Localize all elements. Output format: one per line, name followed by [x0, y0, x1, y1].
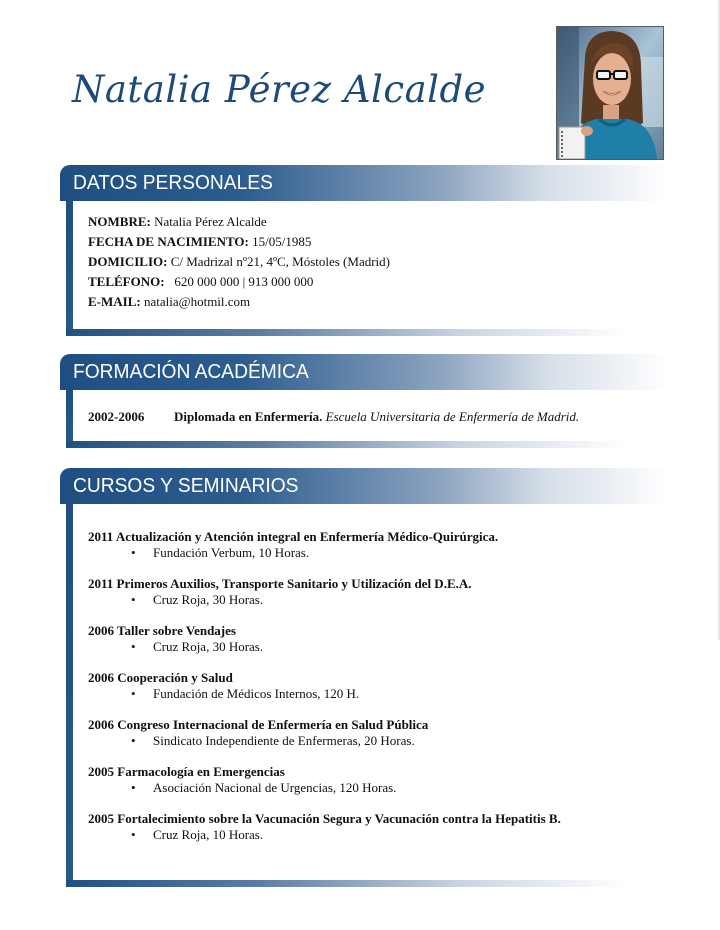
course-detail — [88, 686, 561, 702]
field-value: Natalia Pérez Alcalde — [154, 214, 267, 229]
course-detail-text: Cruz Roja, 30 Horas. — [153, 592, 264, 607]
field-phone — [88, 272, 390, 292]
field-value: natalia@hotmil.com — [143, 294, 251, 309]
course-title: 2005 Fortalecimiento sobre la Vacunación Segura y Vacunación contra la Hepatitis B. — [88, 811, 561, 826]
education-section-header — [60, 354, 670, 390]
course-title: 2006 Cooperación y Salud — [88, 670, 233, 685]
course-detail-text: Fundación de Médicos Internos, 120 H. — [153, 686, 360, 701]
course-detail-text: Asociación Nacional de Urgencias, 120 Horas. — [153, 780, 397, 795]
course-detail — [88, 733, 561, 749]
education-degree: Diplomada en Enfermería. — [174, 409, 323, 424]
field-value: C/ Madrizal nº21, 4ºC, Móstoles (Madrid) — [170, 254, 390, 269]
courses-section-header — [60, 468, 670, 504]
section-bottom-bar — [66, 441, 626, 448]
field-label: FECHA DE NACIMIENTO: — [88, 234, 249, 249]
courses-list — [88, 529, 561, 858]
education-section-title: FORMACIÓN ACADÉMICA — [73, 361, 309, 383]
field-label: TELÉFONO: — [88, 274, 165, 289]
personal-section-header — [60, 165, 670, 201]
course-item — [88, 576, 561, 608]
field-label: DOMICILIO: — [88, 254, 168, 269]
field-label: NOMBRE: — [88, 214, 151, 229]
course-title: 2011 Actualización y Atención integral en Enfermería Médico-Quirúrgica. — [88, 529, 499, 544]
profile-photo-illustration — [557, 27, 663, 159]
course-item — [88, 717, 561, 749]
bullet-icon: • — [131, 639, 136, 654]
education-years: 2002-2006 — [88, 409, 145, 424]
field-label: E-MAIL: — [88, 294, 141, 309]
course-title: 2006 Taller sobre Vendajes — [88, 623, 236, 638]
course-item — [88, 529, 561, 561]
bullet-icon: • — [131, 780, 136, 795]
section-left-bar — [66, 384, 73, 447]
bullet-icon: • — [131, 592, 136, 607]
bullet-icon: • — [131, 686, 136, 701]
section-bottom-bar — [66, 880, 626, 887]
course-item — [88, 670, 561, 702]
section-left-bar — [66, 498, 73, 887]
bullet-icon: • — [131, 827, 136, 842]
field-birthdate — [88, 232, 390, 252]
field-address — [88, 252, 390, 272]
course-detail — [88, 639, 561, 655]
course-detail — [88, 545, 561, 561]
bullet-icon: • — [131, 733, 136, 748]
course-detail — [88, 780, 561, 796]
course-item — [88, 623, 561, 655]
education-school: Escuela Universitaria de Enfermería de Madrid. — [325, 409, 580, 424]
course-item — [88, 764, 561, 796]
course-detail-text: Sindicato Independiente de Enfermeras, 20 Horas. — [153, 733, 415, 748]
candidate-name: Natalia Pérez Alcalde — [72, 68, 487, 111]
profile-photo — [556, 26, 664, 160]
personal-section-title: DATOS PERSONALES — [73, 172, 273, 194]
courses-section-title: CURSOS Y SEMINARIOS — [73, 475, 299, 497]
field-value: 620 000 000 | 913 000 000 — [174, 274, 314, 289]
course-detail — [88, 592, 561, 608]
field-name — [88, 212, 390, 232]
course-title: 2005 Farmacología en Emergencias — [88, 764, 285, 779]
course-item — [88, 811, 561, 843]
course-detail — [88, 827, 561, 843]
field-email — [88, 292, 390, 312]
personal-fields — [88, 212, 390, 312]
course-detail-text: Cruz Roja, 10 Horas. — [153, 827, 264, 842]
section-bottom-bar — [66, 329, 626, 336]
education-item — [88, 408, 579, 426]
field-value: 15/05/1985 — [252, 234, 312, 249]
section-left-bar — [66, 195, 73, 336]
course-detail-text: Fundación Verbum, 10 Horas. — [153, 545, 310, 560]
course-detail-text: Cruz Roja, 30 Horas. — [153, 639, 264, 654]
education-list — [88, 408, 579, 426]
course-title: 2006 Congreso Internacional de Enfermería en Salud Pública — [88, 717, 429, 732]
course-title: 2011 Primeros Auxilios, Transporte Sanitario y Utilización del D.E.A. — [88, 576, 472, 591]
bullet-icon: • — [131, 545, 136, 560]
